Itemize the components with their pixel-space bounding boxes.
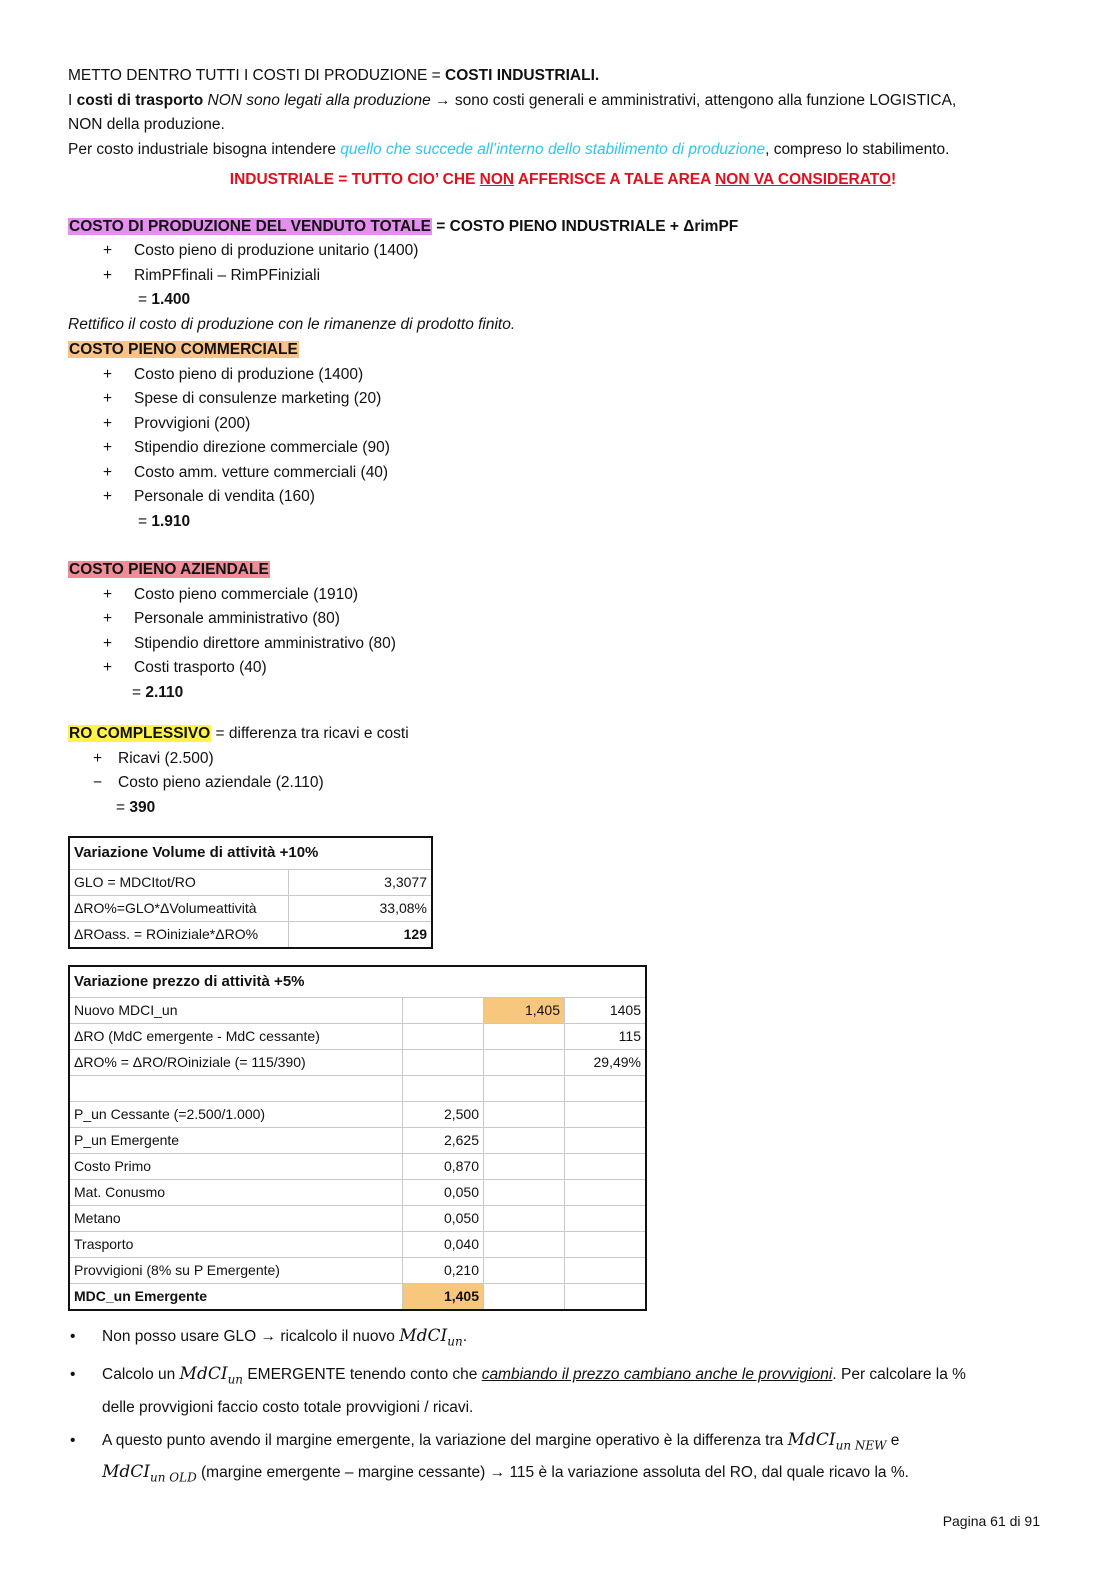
table-row: ΔRO (MdC emergente - MdC cessante) 115 bbox=[69, 1024, 646, 1050]
list-item: + Personale amministrativo (80) bbox=[102, 610, 340, 627]
section-result: = 2.110 bbox=[132, 683, 184, 701]
list-item: • Non posso usare GLO → ricalcolo il nuovo MdCI$_{un}$. bbox=[68, 1323, 1058, 1355]
list-item: + Costo amm. vetture commerciali (40) bbox=[102, 463, 389, 481]
section-costo-produzione-venduto bbox=[68, 215, 1058, 338]
section-ro-complessivo bbox=[68, 722, 1058, 820]
table-row: Provvigioni (8% su P Emergente) 0,210 bbox=[69, 1258, 646, 1284]
math-mdci-new: MdCI$_{un NEW}$ bbox=[787, 1429, 887, 1453]
list-item: + Ricavi (2.500) bbox=[92, 749, 214, 767]
intro-line-4: Per costo industriale bisogna intendere quello che succede all’interno dello stabilimento di produzione, compreso lo stabilimento. bbox=[68, 140, 950, 158]
table-variazione-volume bbox=[68, 836, 433, 949]
intro-line-1: METTO DENTRO TUTTI I COSTI DI PRODUZIONE = COSTI INDUSTRIALI. bbox=[68, 67, 600, 84]
table-row: Metano 0,050 bbox=[69, 1206, 646, 1232]
list-item: + Costi trasporto (40) bbox=[102, 659, 267, 676]
list-item: • A questo punto avendo il margine emergente, la variazione del margine operativo è la differenza tra MdCI$_{un NEW}$ e MdCI$_{un OLD}$ (margine emergente – margine cessante) → 115 è la variazione assoluta del RO, dal quale ricavo la %. bbox=[68, 1427, 1058, 1492]
table-row: Trasporto 0,040 bbox=[69, 1232, 646, 1258]
page-number: Pagina 61 di 91 bbox=[942, 1513, 1040, 1529]
table-row: P_un Cessante (=2.500/1.000) 2,500 bbox=[69, 1102, 646, 1128]
list-item: + RimPFfinali – RimPFiniziali bbox=[102, 266, 321, 284]
table-row: ΔRO% = ΔRO/ROiniziale (= 115/390) 29,49% bbox=[69, 1050, 646, 1076]
list-item: + Stipendio direzione commerciale (90) bbox=[102, 439, 390, 456]
section-result: = 1.400 bbox=[138, 291, 191, 308]
section-heading: COSTO PIENO AZIENDALE bbox=[69, 561, 269, 578]
list-item: • Calcolo un MdCI$_{un}$ EMERGENTE tenendo conto che cambiando il prezzo cambiano anche le provvigioni. Per calcolare la % delle provvigioni faccio costo totale provvigioni / ricavi. bbox=[68, 1361, 1058, 1420]
table-header-row bbox=[69, 966, 646, 998]
table-row: MDC_un Emergente 1,405 bbox=[69, 1284, 646, 1311]
list-item: + Stipendio direttore amministrativo (80) bbox=[102, 634, 396, 652]
section-heading: COSTO DI PRODUZIONE DEL VENDUTO TOTALE = COSTO PIENO INDUSTRIALE + ΔrimPF bbox=[69, 217, 739, 235]
table-row: ΔRO%=GLO*ΔVolumeattività 33,08% bbox=[69, 895, 432, 921]
math-mdci-old: MdCI$_{un OLD}$ bbox=[102, 1462, 197, 1485]
table-row: GLO = MDCItot/RO 3,3077 bbox=[69, 869, 432, 895]
section-costo-pieno-commerciale bbox=[68, 338, 1058, 534]
list-item: + Costo pieno commerciale (1910) bbox=[102, 585, 358, 603]
section-heading: RO COMPLESSIVO = differenza tra ricavi e costi bbox=[69, 725, 409, 742]
table-row: P_un Emergente 2,625 bbox=[69, 1128, 646, 1154]
list-item: − Costo pieno aziendale (2.110) bbox=[92, 774, 324, 791]
list-item: + Personale di vendita (160) bbox=[102, 488, 315, 505]
bullet-icon: • bbox=[70, 1366, 76, 1384]
industriale-warning: INDUSTRIALE = TUTTO CIO’ CHE NON AFFERISCE A TALE AREA NON VA CONSIDERATO! bbox=[229, 171, 897, 188]
section-result: = 1.910 bbox=[138, 512, 191, 530]
table-row: Mat. Conusmo 0,050 bbox=[69, 1180, 646, 1206]
table-row: Nuovo MDCI_un 1,405 1405 bbox=[69, 998, 646, 1024]
section-heading: COSTO PIENO COMMERCIALE bbox=[69, 341, 298, 358]
table-row bbox=[69, 1076, 646, 1102]
table-title: Variazione prezzo di attività +5% bbox=[74, 972, 305, 990]
list-item: + Provvigioni (200) bbox=[102, 414, 251, 432]
bullet-list bbox=[68, 1323, 1058, 1492]
document-page bbox=[68, 64, 1058, 1498]
bullet-icon: • bbox=[70, 1431, 76, 1449]
section-note: Rettifico il costo di produzione con le rimanenze di prodotto finito. bbox=[68, 315, 516, 333]
table-row: Costo Primo 0,870 bbox=[69, 1154, 646, 1180]
table-header-row bbox=[69, 837, 432, 869]
table-variazione-prezzo bbox=[68, 965, 647, 1312]
list-item: + Costo pieno di produzione unitario (1400) bbox=[102, 242, 419, 259]
table-title: Variazione Volume di attività +10% bbox=[74, 844, 319, 861]
list-item: + Costo pieno di produzione (1400) bbox=[102, 365, 364, 383]
bullet-icon: • bbox=[70, 1328, 76, 1345]
intro-line-2: I costi di trasporto NON sono legati alla produzione → sono costi generali e amministrativi, attengono alla funzione LOGISTICA, bbox=[68, 91, 957, 109]
section-costo-pieno-aziendale bbox=[68, 558, 1058, 705]
section-result: = 390 bbox=[116, 798, 156, 816]
intro-line-3: NON della produzione. bbox=[68, 116, 225, 133]
table-row: ΔROass. = ROiniziale*ΔRO% 129 bbox=[69, 921, 432, 948]
math-mdci-un: MdCI$_{un}$ bbox=[179, 1364, 244, 1387]
list-item: + Spese di consulenze marketing (20) bbox=[102, 390, 382, 407]
math-mdci-un: MdCI$_{un}$ bbox=[399, 1326, 463, 1349]
